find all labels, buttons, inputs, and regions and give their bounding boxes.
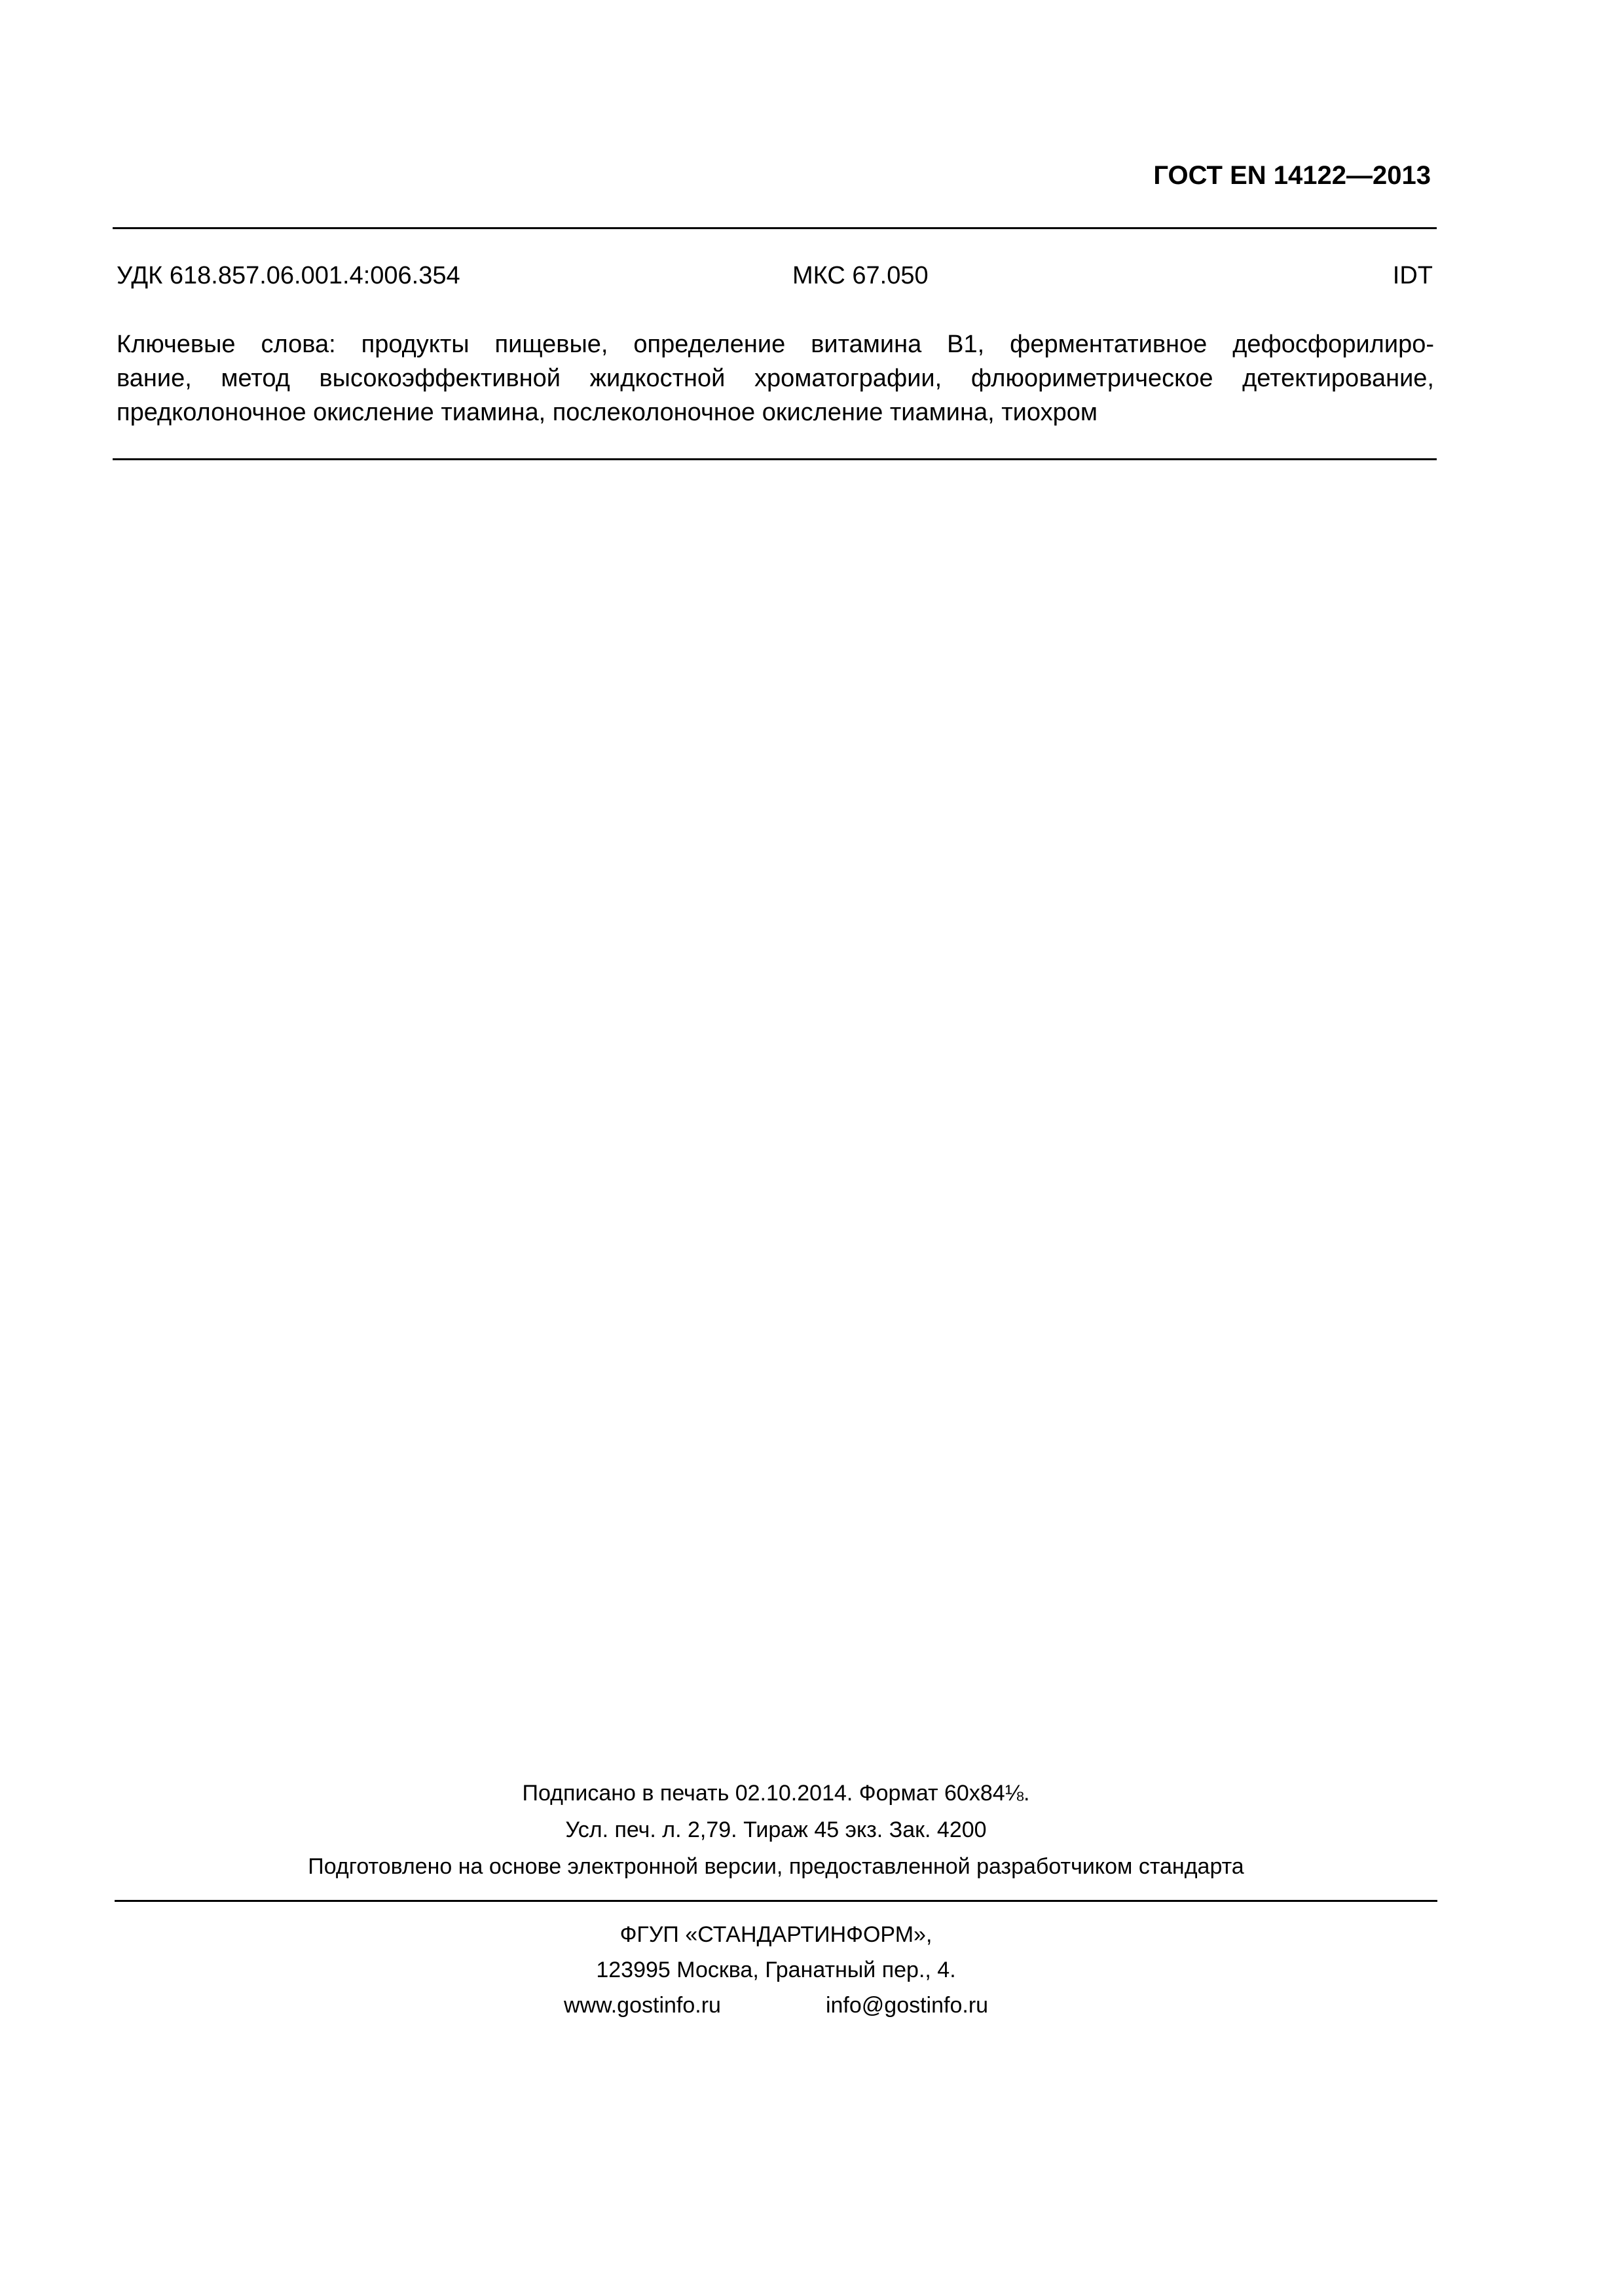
- publisher-address: 123995 Москва, Гранатный пер., 4.: [596, 1958, 956, 1982]
- publisher-contacts: [115, 1993, 1437, 2018]
- keywords-divider: [113, 458, 1437, 460]
- publisher-email: info@gostinfo.ru: [825, 1993, 989, 2018]
- footer-divider: [115, 1900, 1437, 1902]
- keywords-line: предколоночное окисление тиамина, послеколоночное окисление тиамина, тиохром: [117, 399, 1098, 426]
- mks-code: МКС 67.050: [792, 262, 929, 289]
- imprint-print-info: Усл. печ. л. 2,79. Тираж 45 экз. Зак. 4200: [565, 1817, 987, 1842]
- imprint-signed: Подписано в печать 02.10.2014. Формат 60x84⅛.: [522, 1781, 1030, 1806]
- keywords-line: Ключевые слова: продукты пищевые, определение витамина В1, ферментативное дефосфорилиро-: [117, 331, 1434, 358]
- publisher-website: www.gostinfo.ru: [563, 1993, 721, 2018]
- standard-number: ГОСТ EN 14122—2013: [1153, 161, 1431, 190]
- imprint-prepared: Подготовлено на основе электронной версии, предоставленной разработчиком стандарта: [308, 1854, 1244, 1879]
- udk-code: УДК 618.857.06.001.4:006.354: [117, 262, 460, 289]
- publisher-name: ФГУП «СТАНДАРТИНФОРМ»,: [619, 1922, 932, 1947]
- keywords-paragraph: [117, 327, 1434, 429]
- header-divider: [113, 227, 1437, 229]
- classification-row: [117, 262, 1433, 295]
- equivalence-degree: IDT: [1392, 262, 1433, 289]
- keywords-line: вание, метод высокоэффективной жидкостной хроматографии, флюориметрическое детектирование,: [117, 365, 1434, 392]
